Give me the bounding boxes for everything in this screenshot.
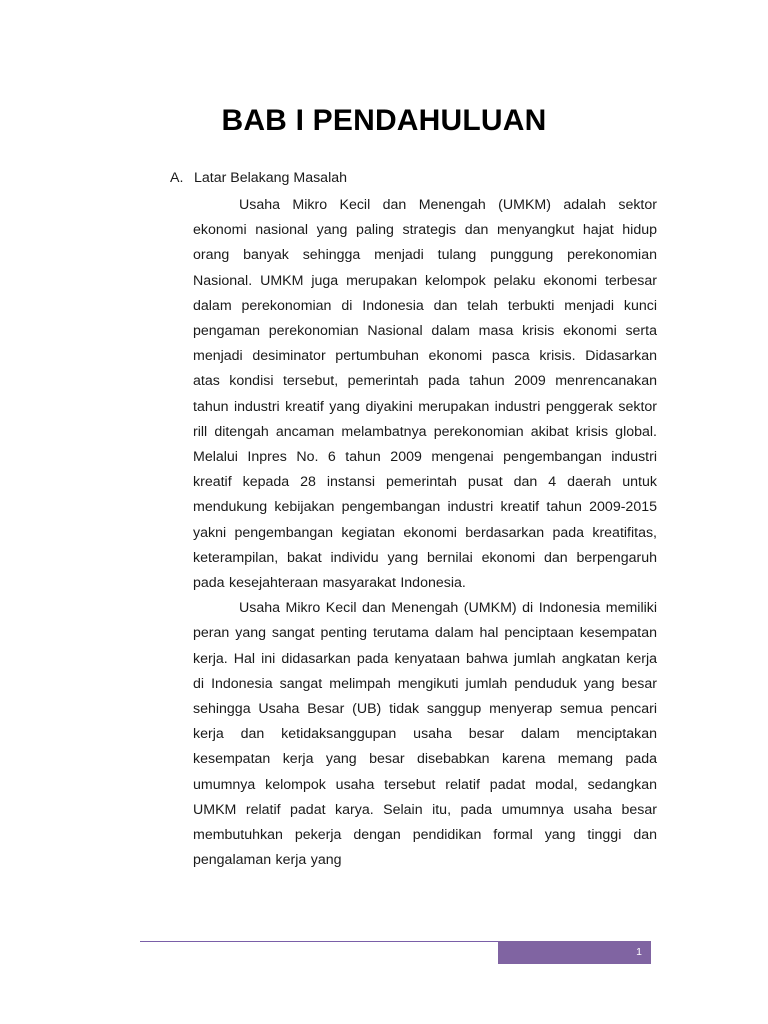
- section-marker: A.: [170, 170, 184, 186]
- page-number: 1: [636, 946, 642, 958]
- body-text: [193, 193, 657, 873]
- section-heading-text: Latar Belakang Masalah: [194, 170, 348, 186]
- page-number-badge: [498, 941, 651, 964]
- paragraph: Usaha Mikro Kecil dan Menengah (UMKM) di Indonesia memiliki peran yang sangat penting terutama dalam hal penciptaan kesempatan kerja. Hal ini didasarkan pada kenyataan bahwa jumlah angkatan kerja di Indonesia sangat melimpah mengikuti jumlah penduduk yang besar sehingga Usaha Besar (UB) tidak sanggup menyerap semua pencari kerja dan ketidaksanggupan usaha besar dalam menciptakan kesempatan kerja yang besar disebabkan karena memang pada umumnya kelompok usaha tersebut relatif padat modal, sedangkan UMKM relatif padat karya. Selain itu, pada umumnya usaha besar membutuhkan pekerja dengan pendidikan formal yang tinggi dan pengalaman kerja yang: [193, 600, 657, 869]
- footer-rule: [140, 941, 498, 942]
- section-heading: [170, 168, 347, 188]
- chapter-title: BAB I PENDAHULUAN: [221, 104, 547, 137]
- paragraph: Usaha Mikro Kecil dan Menengah (UMKM) adalah sektor ekonomi nasional yang paling strategis dan menyangkut hajat hidup orang banyak sehingga menjadi tulang punggung perekonomian Nasional. UMKM juga merupakan kelompok pelaku ekonomi terbesar dalam perekonomian di Indonesia dan telah terbukti menjadi kunci pengaman perekonomian Nasional dalam masa krisis ekonomi serta menjadi desiminator pertumbuhan ekonomi pasca krisis. Didasarkan atas kondisi tersebut, pemerintah pada tahun 2009 menrencanakan tahun industri kreatif yang diyakini merupakan industri penggerak sektor rill ditengah ancaman melambatnya perekonomian akibat krisis global. Melalui Inpres No. 6 tahun 2009 mengenai pengembangan industri kreatif kepada 28 instansi pemerintah pusat dan 4 daerah untuk mendukung kebijakan pengembangan industri kreatif tahun 2009-2015 yakni pengembangan kegiatan ekonomi berdasarkan pada kreatifitas, keterampilan, bakat individu yang bernilai ekonomi dan berpengaruh pada kesejahteraan masyarakat Indonesia.: [193, 197, 657, 592]
